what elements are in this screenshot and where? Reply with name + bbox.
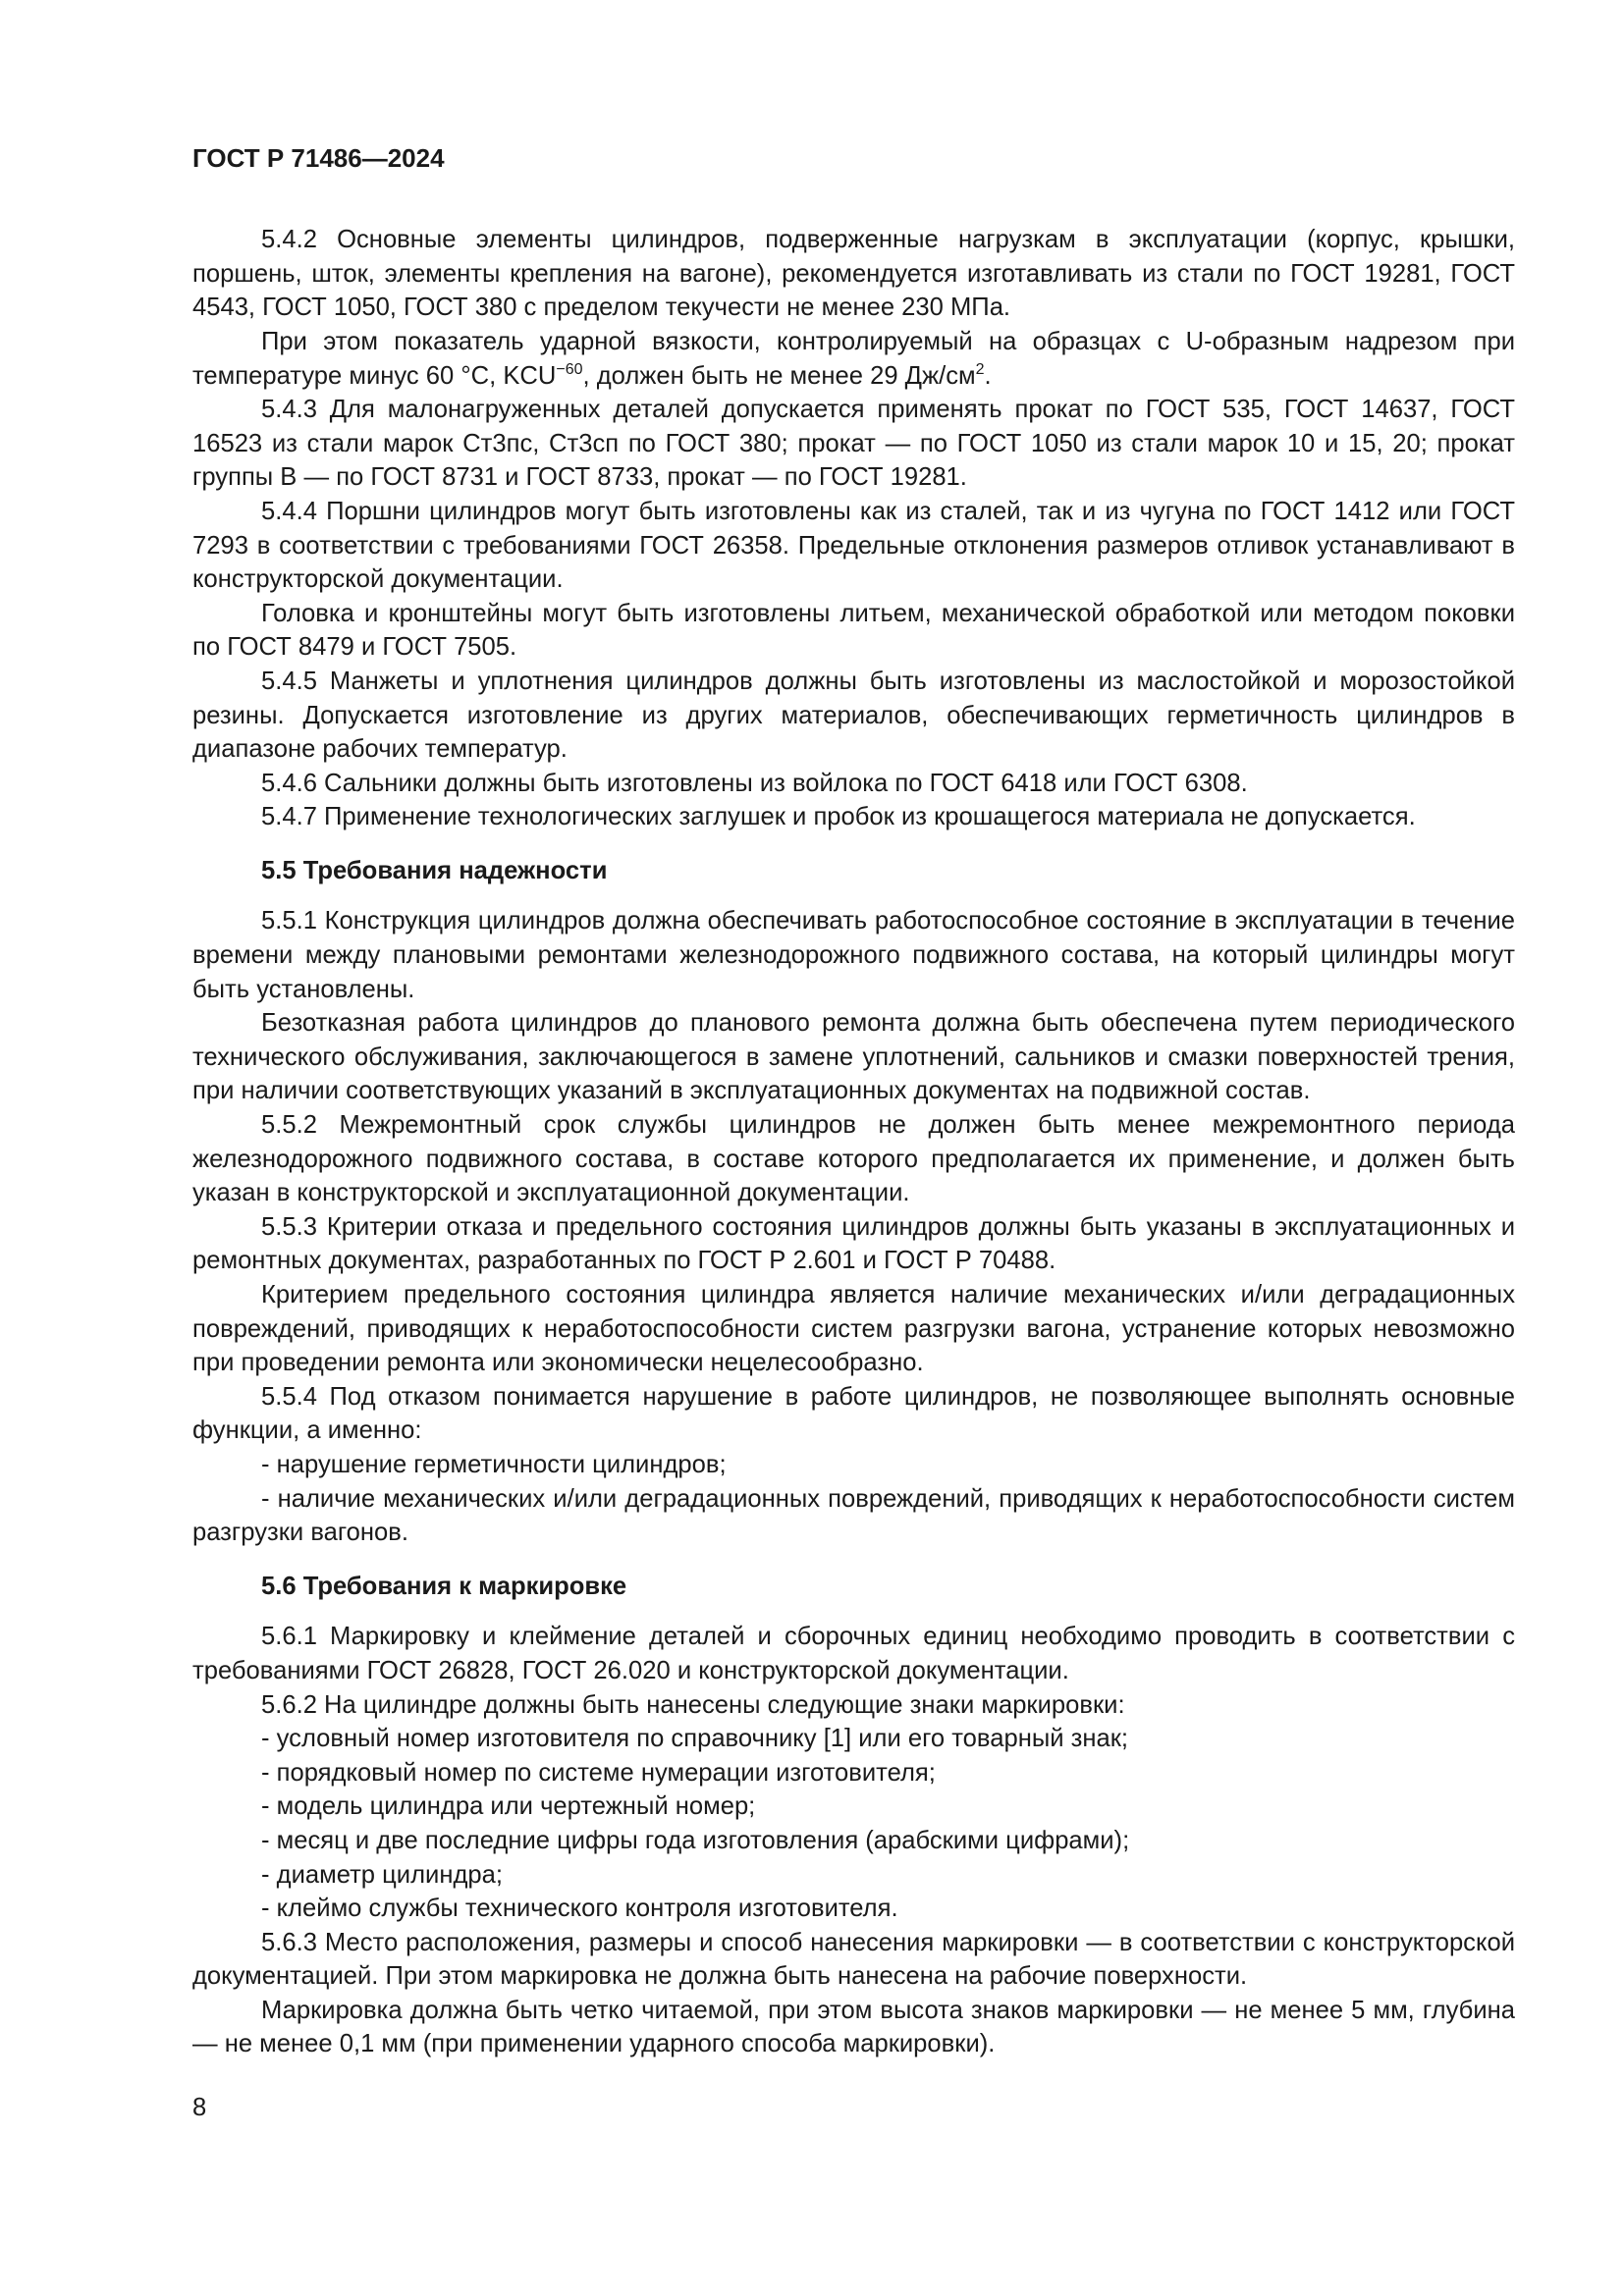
paragraph-5-5-1-maintenance: Безотказная работа цилиндров до планового ремонта должна быть обеспечена путем периодического технического обслуживания, заключающегося в замене уплотнений, сальников и смазки поверхностей трения, при наличии соответствующих указаний в эксплуатационных документах на подвижной состав.: [192, 1009, 1515, 1105]
paragraph-5-5-1: 5.5.1 Конструкция цилиндров должна обеспечивать работоспособное состояние в эксплуатации в течение времени между плановыми ремонтами железнодорожного подвижного состава, на который цилиндры могут быть установлены.: [192, 907, 1515, 1003]
paragraph-5-4-2: 5.4.2 Основные элементы цилиндров, подверженные нагрузкам в эксплуатации (корпус, крышки, поршень, шток, элементы крепления на вагоне), рекомендуется изготавливать из стали по ГОСТ 19281, ГОСТ 4543, ГОСТ 1050, ГОСТ 380 с пределом текучести не менее 230 МПа.: [192, 226, 1515, 322]
impact-text-b: , должен быть не менее 29 Дж/см: [582, 361, 976, 390]
paragraph-5-5-3-criterion: Критерием предельного состояния цилиндра является наличие механических и/или деградационных повреждений, приводящих к неработоспособности систем разгрузки вагона, устранение которых невозможно при проведении ремонта или экономически нецелесообразно.: [192, 1281, 1515, 1377]
page-number: 8: [192, 2094, 207, 2121]
list-item: - наличие механических и/или деградационных повреждений, приводящих к неработоспособности систем разгрузки вагонов.: [192, 1484, 1515, 1547]
paragraph-5-4-7: 5.4.7 Применение технологических заглушек и пробок из крошащегося материала не допускается.: [261, 803, 1416, 831]
document-page: [192, 143, 1515, 2061]
standard-header: ГОСТ Р 71486—2024: [192, 143, 445, 173]
paragraph-5-5-4: 5.5.4 Под отказом понимается нарушение в работе цилиндров, не позволяющее выполнять основные функции, а именно:: [192, 1382, 1515, 1445]
paragraph-5-4-2-impact: [192, 325, 1515, 393]
impact-sup-temp: −60: [556, 360, 583, 378]
paragraph-5-4-3: 5.4.3 Для малонагруженных деталей допускается применять прокат по ГОСТ 535, ГОСТ 14637, ГОСТ 16523 из стали марок Ст3пс, Ст3сп по ГОСТ 380; прокат — по ГОСТ 1050 из стали марок 10 и 15, 20; прокат группы В — по ГОСТ 8731 и ГОСТ 8733, прокат — по ГОСТ 19281.: [192, 396, 1515, 492]
paragraph-5-6-3-readability: Маркировка должна быть четко читаемой, при этом высота знаков маркировки — не менее 5 мм, глубина — не менее 0,1 мм (при применении ударного способа маркировки).: [192, 1996, 1515, 2058]
list-item: - нарушение герметичности цилиндров;: [261, 1450, 727, 1478]
paragraph-5-6-3: 5.6.3 Место расположения, размеры и способ нанесения маркировки — в соответствии с конструкторской документацией. При этом маркировка не должна быть нанесена на рабочие поверхности.: [192, 1928, 1515, 1991]
paragraph-5-6-2: 5.6.2 На цилиндре должны быть нанесены следующие знаки маркировки:: [261, 1690, 1125, 1719]
list-item: - порядковый номер по системе нумерации изготовителя;: [261, 1758, 936, 1787]
document-body: [192, 223, 1515, 2061]
impact-text-a: При этом показатель ударной вязкости, контролируемый на образцах с U-образным надрезом при температуре минус 60 °С, KCU: [192, 327, 1515, 390]
paragraph-5-4-4-head: Головка и кронштейны могут быть изготовлены литьем, механической обработкой или методом поковки по ГОСТ 8479 и ГОСТ 7505.: [192, 599, 1515, 662]
list-item: - клеймо службы технического контроля изготовителя.: [261, 1895, 898, 1923]
paragraph-5-5-3: 5.5.3 Критерии отказа и предельного состояния цилиндров должны быть указаны в эксплуатационных и ремонтных документах, разработанных по ГОСТ Р 2.601 и ГОСТ Р 70488.: [192, 1212, 1515, 1275]
list-item: - условный номер изготовителя по справочнику [1] или его товарный знак;: [261, 1725, 1129, 1753]
section-title-5-6: 5.6 Требования к маркировке: [261, 1572, 627, 1600]
list-item: - месяц и две последние цифры года изготовления (арабскими цифрами);: [261, 1826, 1130, 1854]
paragraph-5-4-5: 5.4.5 Манжеты и уплотнения цилиндров должны быть изготовлены из маслостойкой и морозостойкой резины. Допускается изготовление из других материалов, обеспечивающих герметичность цилиндров в диапазоне рабочих температур.: [192, 667, 1515, 764]
impact-sup-unit: 2: [975, 360, 985, 378]
section-title-5-5: 5.5 Требования надежности: [261, 856, 608, 884]
impact-text-c: .: [984, 361, 992, 390]
paragraph-5-6-1: 5.6.1 Маркировку и клеймение деталей и сборочных единиц необходимо проводить в соответствии с требованиями ГОСТ 26828, ГОСТ 26.020 и конструкторской документации.: [192, 1623, 1515, 1684]
paragraph-5-4-6: 5.4.6 Сальники должны быть изготовлены из войлока по ГОСТ 6418 или ГОСТ 6308.: [261, 769, 1248, 797]
paragraph-5-4-4: 5.4.4 Поршни цилиндров могут быть изготовлены как из сталей, так и из чугуна по ГОСТ 1412 или ГОСТ 7293 в соответствии с требованиями ГОСТ 26358. Предельные отклонения размеров отливок устанавливают в конструкторской документации.: [192, 497, 1515, 594]
paragraph-5-5-2: 5.5.2 Межремонтный срок службы цилиндров не должен быть менее межремонтного периода железнодорожного подвижного состава, в составе которого предполагается их применение, и должен быть указан в конструкторской и эксплуатационной документации.: [192, 1111, 1515, 1207]
list-item: - диаметр цилиндра;: [261, 1860, 503, 1889]
list-item: - модель цилиндра или чертежный номер;: [261, 1792, 756, 1821]
